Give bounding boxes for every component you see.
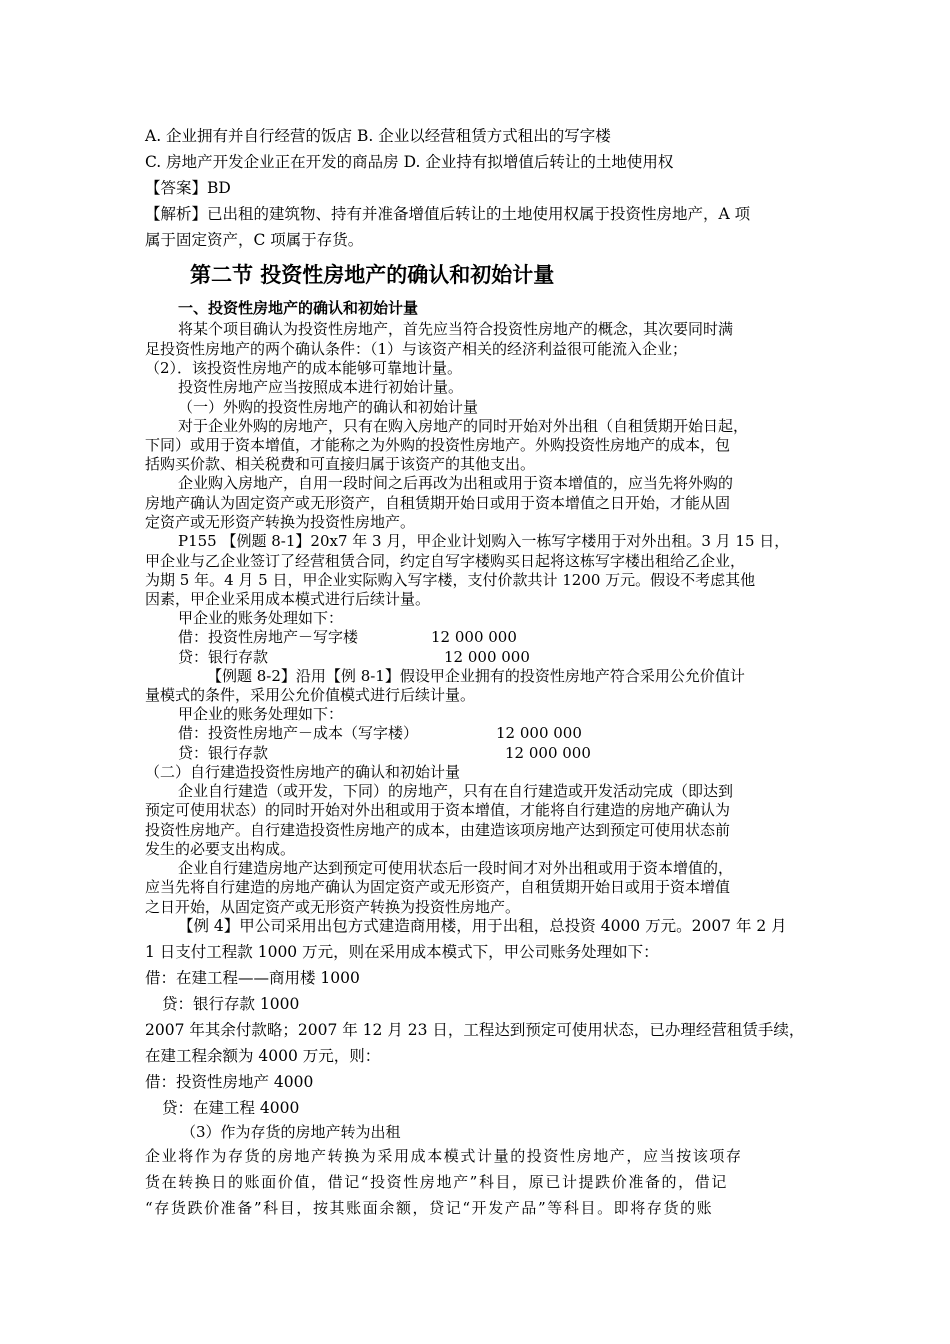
example-line: 甲企业与乙企业签订了经营租赁合同，约定自写字楼购买日起将这栋写字楼出租给乙企业， [145, 552, 746, 570]
paragraph-line: “存货跌价准备”科目，按其账面余额，贷记“开发产品”等科目。即将存货的账 [145, 1199, 714, 1217]
paragraph-line: 投资性房地产应当按照成本进行初始计量。 [178, 378, 464, 396]
paragraph-line: 企业自行建造房地产达到预定可使用状态后一段时间才对外出租或用于资本增值的， [178, 859, 734, 877]
journal-debit-label: 借：投资性房地产－成本（写字楼） [178, 724, 419, 742]
item-heading: （3）作为存货的房地产转为出租 [181, 1123, 401, 1141]
journal-credit-amount: 12 000 000 [505, 744, 591, 762]
paragraph-line: 之日开始，从固定资产或无形资产转换为投资性房地产。 [145, 898, 521, 916]
paragraph-line: 企业将作为存货的房地产转换为采用成本模式计量的投资性房地产，应当按该项存 [145, 1147, 743, 1165]
answer-line: 【答案】BD [145, 179, 231, 197]
example-line: 因素，甲企业采用成本模式进行后续计量。 [145, 590, 431, 608]
journal-debit-label: 借：投资性房地产－写字楼 [178, 628, 359, 646]
paragraph-line: 房地产确认为固定资产或无形资产，自租赁期开始日或用于资本增值之日开始，才能从固 [145, 494, 731, 512]
journal-line: 贷：银行存款 1000 [162, 995, 300, 1013]
paragraph-line: 甲企业的账务处理如下： [178, 609, 344, 627]
journal-line: 借：投资性房地产 4000 [145, 1073, 314, 1091]
example-line: 量模式的条件，采用公允价值模式进行后续计量。 [145, 686, 476, 704]
journal-debit-amount: 12 000 000 [431, 628, 517, 646]
item-heading: （一）外购的投资性房地产的确认和初始计量 [178, 398, 479, 416]
example-line: 1 日支付工程款 1000 万元，则在采用成本模式下，甲公司账务处理如下： [145, 943, 659, 961]
journal-line: 借：在建工程——商用楼 1000 [145, 969, 360, 987]
analysis-line-1: 【解析】已出租的建筑物、持有并准备增值后转让的土地使用权属于投资性房地产，A 项 [145, 205, 751, 223]
analysis-line-2: 属于固定资产，C 项属于存货。 [145, 231, 364, 249]
paragraph-line: 将某个项目确认为投资性房地产，首先应当符合投资性房地产的概念，其次要同时满 [178, 320, 734, 338]
paragraph-line: 定资产或无形资产转换为投资性房地产。 [145, 513, 416, 531]
paragraph-line: 投资性房地产。自行建造投资性房地产的成本，由建造该项房地产达到预定可使用状态前 [145, 821, 731, 839]
paragraph-line: 发生的必要支出构成。 [145, 840, 296, 858]
paragraph-line: 企业购入房地产，自用一段时间之后再改为出租或用于资本增值的，应当先将外购的 [178, 474, 734, 492]
journal-credit-amount: 12 000 000 [444, 648, 530, 666]
item-heading: （二）自行建造投资性房地产的确认和初始计量 [145, 763, 461, 781]
paragraph-line: 货在转换日的账面价值，借记“投资性房地产”科目，原已计提跌价准备的，借记 [145, 1173, 728, 1191]
example-line: 【例 4】甲公司采用出包方式建造商用楼，用于出租，总投资 4000 万元。2007 年 2 月 [178, 917, 787, 935]
example-line: 为期 5 年。4 月 5 日，甲企业实际购入写字楼，支付价款共计 1200 万元。假设不考虑其他 [145, 571, 756, 589]
paragraph-line: 下同）或用于资本增值，才能称之为外购的投资性房地产。外购投资性房地产的成本，包 [145, 436, 731, 454]
paragraph-line: 甲企业的账务处理如下： [178, 705, 344, 723]
paragraph-line: 预定可使用状态）的同时开始对外出租或用于资本增值，才能将自行建造的房地产确认为 [145, 801, 731, 819]
section-heading: 第二节 投资性房地产的确认和初始计量 [190, 262, 555, 287]
subsection-heading: 一、投资性房地产的确认和初始计量 [178, 299, 419, 317]
option-line-ab: A. 企业拥有并自行经营的饭店 B. 企业以经营租赁方式租出的写字楼 [145, 127, 611, 145]
option-line-cd: C. 房地产开发企业正在开发的商品房 D. 企业持有拟增值后转让的土地使用权 [145, 153, 674, 171]
journal-credit-label: 贷：银行存款 [178, 744, 269, 762]
example-line: 【例题 8-2】沿用【例 8-1】假设甲企业拥有的投资性房地产符合采用公允价值计 [207, 667, 745, 685]
journal-debit-amount: 12 000 000 [496, 724, 582, 742]
journal-credit-label: 贷：银行存款 [178, 648, 269, 666]
paragraph-line: 2007 年其余付款略；2007 年 12 月 23 日，工程达到预定可使用状态，已办理经营租赁手续， [145, 1021, 805, 1039]
paragraph-line: 在建工程余额为 4000 万元，则： [145, 1047, 381, 1065]
paragraph-line: 应当先将自行建造的房地产确认为固定资产或无形资产，自租赁期开始日或用于资本增值 [145, 878, 731, 896]
journal-line: 贷：在建工程 4000 [162, 1099, 300, 1117]
paragraph-line: 企业自行建造（或开发，下同）的房地产，只有在自行建造或开发活动完成（即达到 [178, 782, 734, 800]
paragraph-line: （2）．该投资性房地产的成本能够可靠地计量。 [145, 359, 463, 377]
paragraph-line: 括购买价款、相关税费和可直接归属于该资产的其他支出。 [145, 455, 536, 473]
paragraph-line: 足投资性房地产的两个确认条件：（1）与该资产相关的经济利益很可能流入企业； [145, 340, 688, 358]
paragraph-line: 对于企业外购的房地产，只有在购入房地产的同时开始对外出租（自租赁期开始日起， [178, 417, 749, 435]
example-line: P155 【例题 8-1】20x7 年 3 月，甲企业计划购入一栋写字楼用于对外出租。3 月 15 日， [178, 532, 790, 550]
